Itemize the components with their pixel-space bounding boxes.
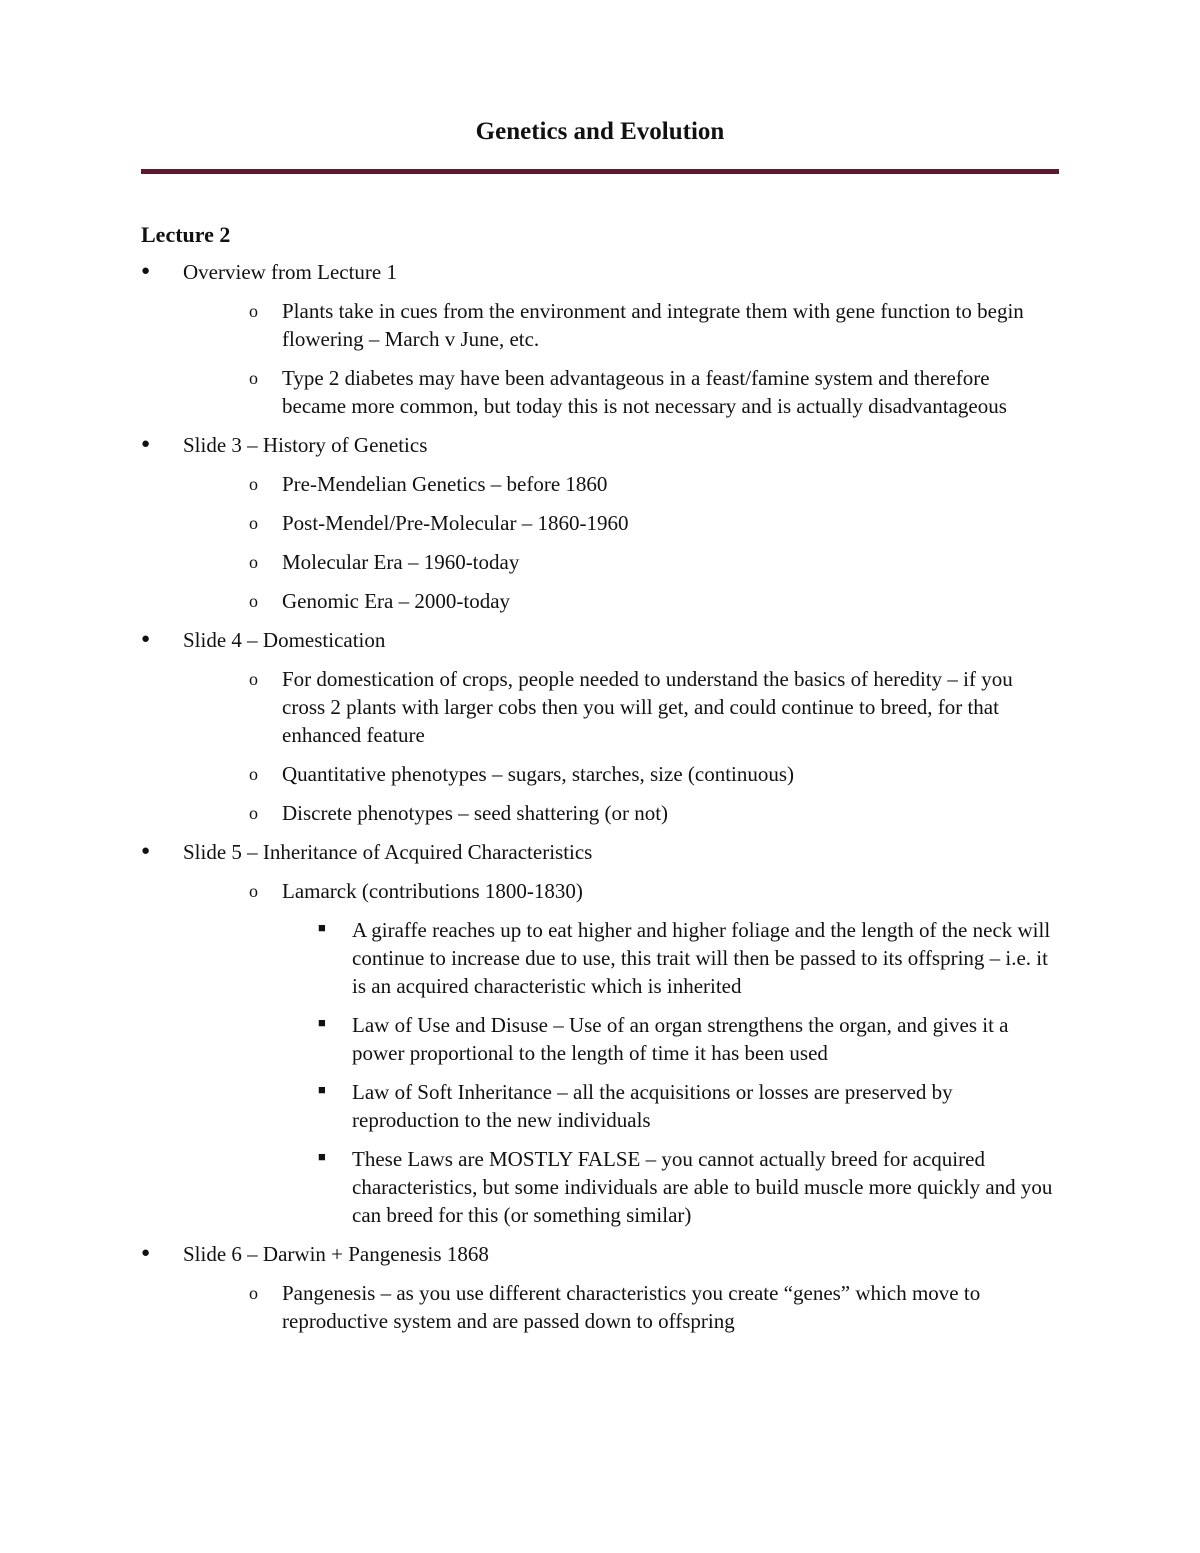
list-item-level-3 bbox=[0, 1145, 1058, 1229]
list-item-level-3 bbox=[0, 1078, 1058, 1134]
square-bullet-icon: ■ bbox=[318, 1082, 326, 1097]
circle-bullet-icon: o bbox=[249, 764, 258, 784]
circle-bullet-icon: o bbox=[249, 591, 258, 611]
list-item-level-1 bbox=[0, 626, 1053, 654]
list-item-level-2 bbox=[0, 877, 1058, 905]
list-item-level-3 bbox=[0, 916, 1058, 1000]
circle-bullet-icon: o bbox=[249, 552, 258, 572]
list-item-text: Discrete phenotypes – seed shattering (or not) bbox=[282, 801, 669, 825]
bullet-icon: ● bbox=[141, 436, 151, 452]
list-item-level-2 bbox=[0, 364, 1058, 420]
list-item-text: Post-Mendel/Pre-Molecular – 1860-1960 bbox=[282, 511, 629, 535]
bullet-icon: ● bbox=[141, 263, 151, 279]
list-item-text: Law of Use and Disuse – Use of an organ strengthens the organ, and gives it a power proportional to the length of time it has been used bbox=[352, 1013, 1009, 1065]
list-item-text: Plants take in cues from the environment and integrate them with gene function to begin flowering – March v June, etc. bbox=[282, 299, 1024, 351]
list-item-text: These Laws are MOSTLY FALSE – you cannot actually breed for acquired characteristics, but some individuals are able to build muscle more quickly and you can breed for this (or something similar) bbox=[352, 1147, 1053, 1227]
square-bullet-icon: ■ bbox=[318, 920, 326, 935]
circle-bullet-icon: o bbox=[249, 881, 258, 901]
circle-bullet-icon: o bbox=[249, 368, 258, 388]
bullet-icon: ● bbox=[141, 631, 151, 647]
list-item-level-2 bbox=[0, 509, 1058, 537]
list-item-text: A giraffe reaches up to eat higher and higher foliage and the length of the neck will continue to increase due to use, this trait will then be passed to its offspring – i.e. it is an acquired characteristic which is inherited bbox=[352, 918, 1051, 998]
list-item-level-2 bbox=[0, 297, 1058, 353]
list-item-text: For domestication of crops, people needed to understand the basics of heredity – if you cross 2 plants with larger cobs then you will get, and could continue to breed, for that enhanced feature bbox=[282, 667, 1013, 747]
list-item-text: Quantitative phenotypes – sugars, starches, size (continuous) bbox=[282, 762, 795, 786]
list-item-text: Genomic Era – 2000-today bbox=[282, 589, 511, 613]
list-item-text: Type 2 diabetes may have been advantageous in a feast/famine system and therefore became more common, but today this is not necessary and is actually disadvantageous bbox=[282, 366, 1007, 418]
list-item-text: Overview from Lecture 1 bbox=[183, 260, 397, 284]
list-item-text: Slide 5 – Inheritance of Acquired Characteristics bbox=[183, 840, 593, 864]
list-item-level-2 bbox=[0, 799, 1058, 827]
title-divider bbox=[141, 169, 1059, 174]
bullet-icon: ● bbox=[141, 1245, 151, 1261]
section-heading: Lecture 2 bbox=[141, 222, 231, 247]
list-item-level-1 bbox=[0, 838, 1053, 866]
list-item-text: Slide 6 – Darwin + Pangenesis 1868 bbox=[183, 1242, 489, 1266]
outline-list bbox=[0, 258, 1200, 1346]
circle-bullet-icon: o bbox=[249, 513, 258, 533]
list-item-text: Slide 3 – History of Genetics bbox=[183, 433, 428, 457]
list-item-text: Pre-Mendelian Genetics – before 1860 bbox=[282, 472, 608, 496]
list-item-level-2 bbox=[0, 760, 1058, 788]
circle-bullet-icon: o bbox=[249, 474, 258, 494]
circle-bullet-icon: o bbox=[249, 301, 258, 321]
list-item-level-2 bbox=[0, 470, 1058, 498]
document-title: Genetics and Evolution bbox=[475, 118, 725, 145]
circle-bullet-icon: o bbox=[249, 803, 258, 823]
circle-bullet-icon: o bbox=[249, 669, 258, 689]
list-item-level-1 bbox=[0, 258, 1053, 286]
list-item-text: Lamarck (contributions 1800-1830) bbox=[282, 879, 583, 903]
list-item-level-2 bbox=[0, 548, 1058, 576]
list-item-text: Slide 4 – Domestication bbox=[183, 628, 386, 652]
list-item-text: Pangenesis – as you use different characteristics you create “genes” which move to reproductive system and are passed down to offspring bbox=[282, 1281, 981, 1333]
square-bullet-icon: ■ bbox=[318, 1149, 326, 1164]
list-item-level-2 bbox=[0, 587, 1058, 615]
list-item-text: Law of Soft Inheritance – all the acquisitions or losses are preserved by reproduction to the new individuals bbox=[352, 1080, 953, 1132]
list-item-text: Molecular Era – 1960-today bbox=[282, 550, 520, 574]
list-item-level-3 bbox=[0, 1011, 1058, 1067]
list-item-level-2 bbox=[0, 665, 1058, 749]
bullet-icon: ● bbox=[141, 843, 151, 859]
list-item-level-1 bbox=[0, 431, 1053, 459]
list-item-level-2 bbox=[0, 1279, 1058, 1335]
circle-bullet-icon: o bbox=[249, 1283, 258, 1303]
list-item-level-1 bbox=[0, 1240, 1053, 1268]
square-bullet-icon: ■ bbox=[318, 1015, 326, 1030]
